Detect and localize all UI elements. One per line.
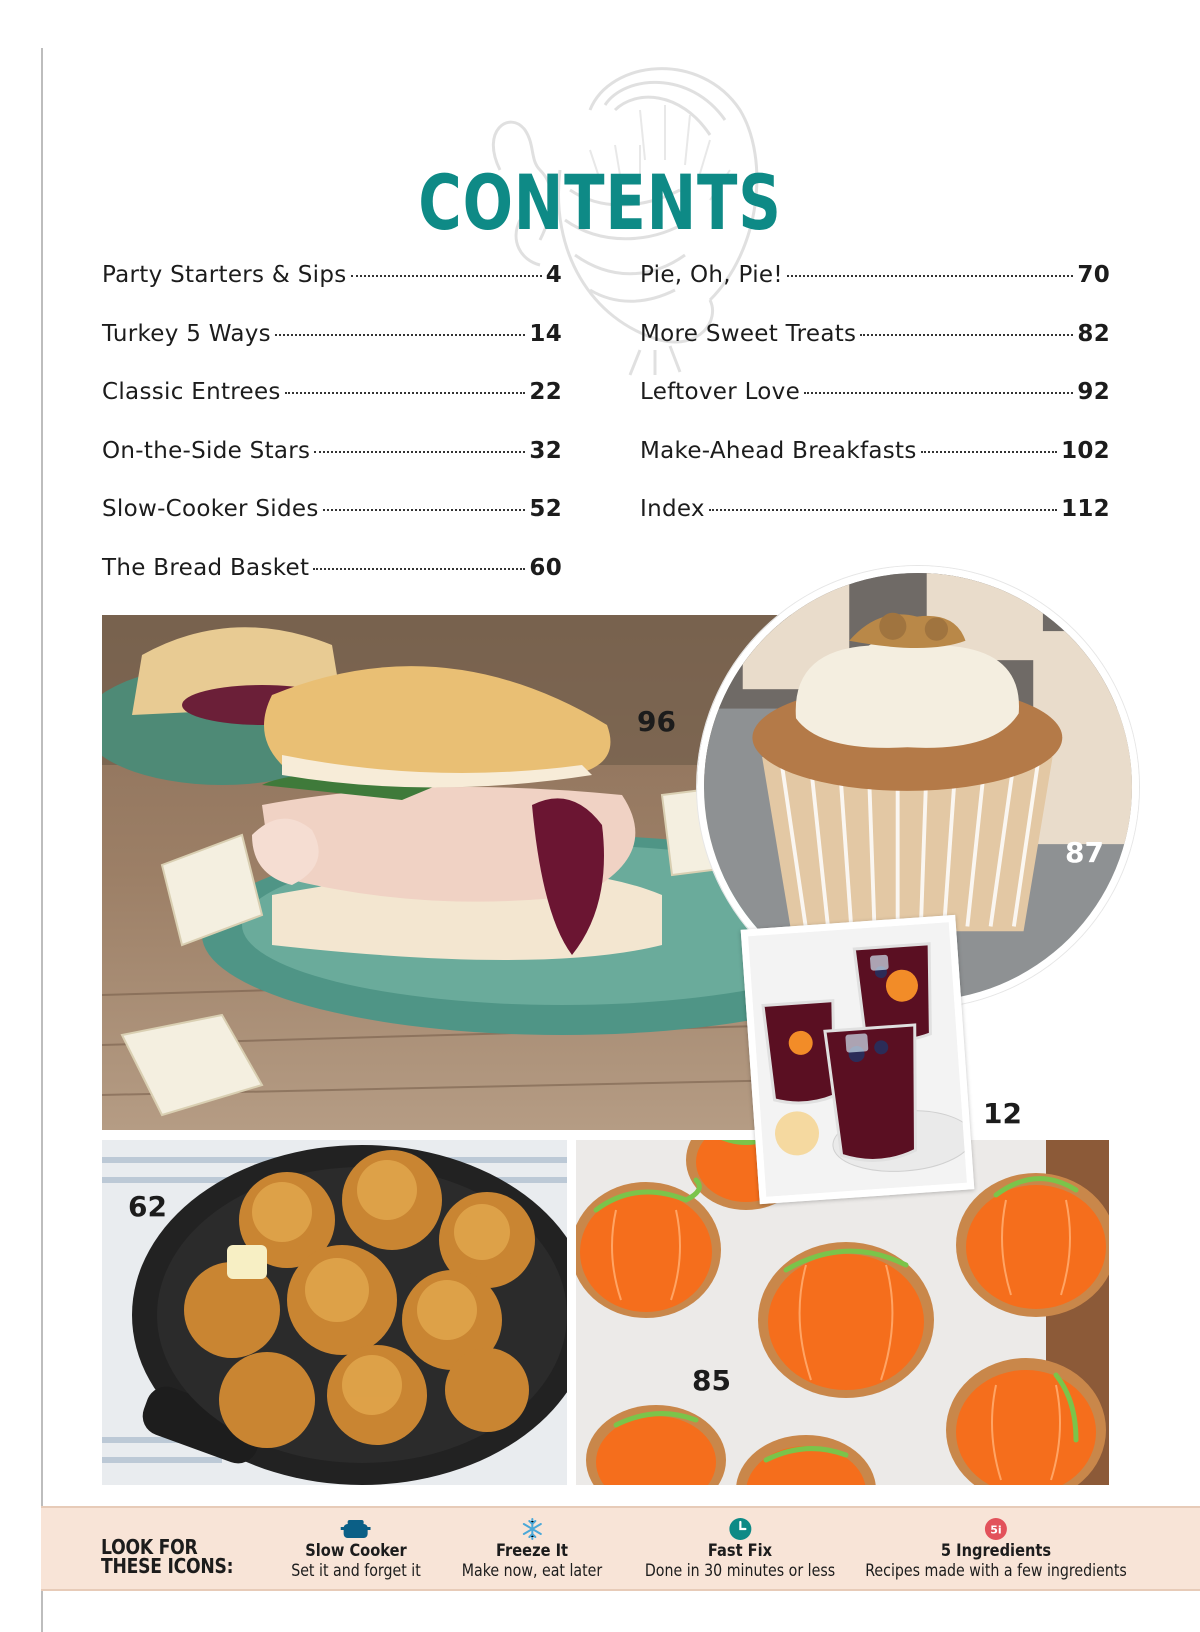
toc-entry[interactable]: [102, 555, 562, 614]
sangria-page-number: 12: [983, 1097, 1022, 1130]
toc-leader-dots: [285, 392, 526, 394]
toc-entry-page: 52: [529, 496, 562, 522]
toc-leader-dots: [709, 509, 1057, 511]
toc-entry[interactable]: [640, 496, 1110, 555]
toc-leader-dots: [313, 568, 525, 570]
toc-right-column: [640, 262, 1110, 555]
toc-entry-label: Index: [640, 496, 705, 522]
toc-left-column: [102, 262, 562, 613]
toc-entry-label: Make-Ahead Breakfasts: [640, 437, 917, 464]
toc-entry-page: 22: [529, 379, 562, 405]
legend-fast-fix-desc: Done in 30 minutes or less: [644, 1561, 836, 1580]
legend-slow-cooker-name: Slow Cooker: [305, 1541, 407, 1561]
toc-entry-label: Classic Entrees: [102, 379, 281, 405]
legend-freeze-it: [450, 1516, 613, 1580]
toc-leader-dots: [804, 392, 1073, 394]
toc-entry[interactable]: [640, 438, 1110, 497]
toc-leader-dots: [314, 451, 525, 453]
legend-fast-fix-name: Fast Fix: [707, 1541, 773, 1561]
toc-entry[interactable]: [102, 496, 562, 555]
toc-entry[interactable]: [102, 379, 562, 438]
legend-five-ingredients: [844, 1516, 1148, 1580]
cookies-page-number: 85: [692, 1364, 731, 1397]
toc-leader-dots: [787, 275, 1074, 277]
toc-entry-label: On-the-Side Stars: [102, 437, 311, 464]
clock-icon: [728, 1517, 752, 1541]
toc-entry-label: Leftover Love: [640, 379, 801, 405]
toc-entry-page: 92: [1077, 379, 1110, 405]
toc-entry-label: Party Starters & Sips: [102, 262, 347, 288]
toc-entry-page: 32: [529, 437, 562, 464]
rolls-page-number: 62: [128, 1190, 167, 1223]
toc-leader-dots: [860, 334, 1073, 336]
toc-entry-label: Pie, Oh, Pie!: [640, 262, 783, 288]
toc-entry-label: Slow-Cooker Sides: [102, 496, 319, 522]
margin-rule: [41, 48, 43, 1632]
sangria-photo: [741, 915, 975, 1204]
toc-leader-dots: [323, 509, 526, 511]
toc-entry[interactable]: [640, 321, 1110, 380]
toc-entry-page: 102: [1061, 437, 1110, 464]
toc-entry[interactable]: [102, 262, 562, 321]
turkey-sandwich-photo: [102, 615, 792, 1130]
cupcake-page-number: 87: [1065, 836, 1104, 869]
icon-legend-heading-line2: THESE ICONS:: [101, 1554, 234, 1578]
snowflake-icon: [520, 1517, 544, 1541]
toc-entry-page: 82: [1077, 320, 1110, 347]
toc-entry-label: Turkey 5 Ways: [102, 320, 271, 347]
legend-slow-cooker-desc: Set it and forget it: [291, 1561, 421, 1580]
toc-entry[interactable]: [102, 321, 562, 380]
page-title: CONTENTS: [418, 158, 782, 247]
toc-entry-page: 60: [529, 554, 562, 581]
five-ingredients-icon: [984, 1517, 1008, 1541]
toc-entry-label: The Bread Basket: [102, 554, 310, 581]
toc-leader-dots: [275, 334, 525, 336]
toc-entry-label: More Sweet Treats: [640, 320, 857, 347]
toc-entry-page: 4: [545, 262, 562, 288]
toc-leader-dots: [921, 451, 1057, 453]
icon-legend-heading-line1: LOOK FOR: [101, 1535, 198, 1559]
legend-fast-fix: [629, 1516, 850, 1580]
icon-legend-heading: [101, 1535, 234, 1578]
toc-entry[interactable]: [640, 379, 1110, 438]
legend-five-ingredients-name: 5 Ingredients: [940, 1541, 1052, 1561]
legend-five-ingredients-desc: Recipes made with a few ingredients: [865, 1561, 1127, 1580]
slow-cooker-icon: [341, 1518, 371, 1540]
legend-slow-cooker: [281, 1516, 432, 1580]
toc-entry-page: 70: [1077, 262, 1110, 288]
toc-leader-dots: [351, 275, 542, 277]
rolls-skillet-photo: [102, 1140, 567, 1485]
sandwich-page-number: 96: [637, 705, 676, 738]
legend-freeze-it-name: Freeze It: [495, 1541, 569, 1561]
toc-entry[interactable]: [640, 262, 1110, 321]
toc-entry[interactable]: [102, 438, 562, 497]
icon-legend-bar: [41, 1506, 1200, 1591]
toc-entry-page: 112: [1061, 496, 1110, 522]
toc-entry-page: 14: [529, 320, 562, 347]
five-ingredients-badge-text: 5i: [990, 1523, 1002, 1537]
legend-freeze-it-desc: Make now, eat later: [461, 1561, 603, 1580]
